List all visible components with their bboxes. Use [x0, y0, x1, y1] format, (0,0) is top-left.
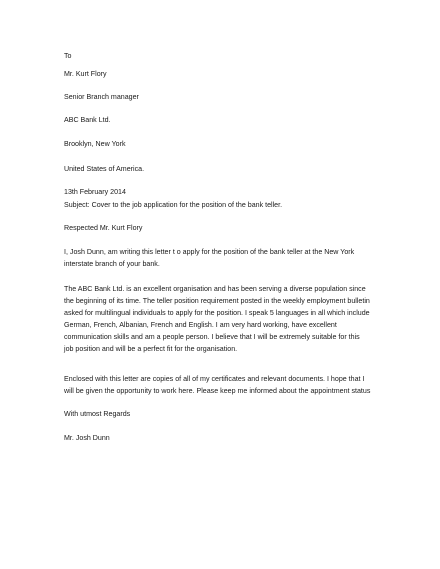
paragraph-2: [64, 283, 384, 355]
recipient-company: ABC Bank Ltd.: [64, 116, 111, 124]
recipient-country: United States of America.: [64, 165, 145, 173]
recipient-city: Brooklyn, New York: [64, 140, 126, 148]
paragraph-line: Enclosed with this letter are copies of all of my certificates and relevant documents. I hope that I: [64, 375, 365, 383]
paragraph-1: [64, 246, 384, 270]
salutation: Respected Mr. Kurt Flory: [64, 224, 143, 232]
letter-subject: Subject: Cover to the job application for the position of the bank teller.: [64, 201, 283, 209]
paragraph-line: interstate branch of your bank.: [64, 260, 160, 268]
paragraph-line: communication skills and am a people person. I believe that I will be extremely suitable for this: [64, 333, 360, 341]
recipient-name: Mr. Kurt Flory: [64, 70, 107, 78]
paragraph-line: The ABC Bank Ltd. is an excellent organisation and has been serving a diverse population since: [64, 285, 366, 293]
signature: Mr. Josh Dunn: [64, 434, 110, 442]
recipient-title: Senior Branch manager: [64, 93, 139, 101]
letter-date: 13th February 2014: [64, 188, 126, 196]
paragraph-line: I, Josh Dunn, am writing this letter t o apply for the position of the bank teller at the New York: [64, 248, 355, 256]
paragraph-line: job position and will be a perfect fit for the organisation.: [64, 345, 238, 353]
to-line: To: [64, 52, 72, 60]
paragraph-3: [64, 373, 384, 397]
paragraph-line: will be given the opportunity to work here. Please keep me informed about the appointment status: [64, 387, 371, 395]
paragraph-line: German, French, Albanian, French and English. I am very hard working, have excellent: [64, 321, 337, 329]
paragraph-line: the beginning of its time. The teller position requirement posted in the weekly employment bulletin: [64, 297, 370, 305]
paragraph-line: asked for multilingual individuals to apply for the position. I speak 5 languages in all which include: [64, 309, 370, 317]
closing: With utmost Regards: [64, 410, 131, 418]
